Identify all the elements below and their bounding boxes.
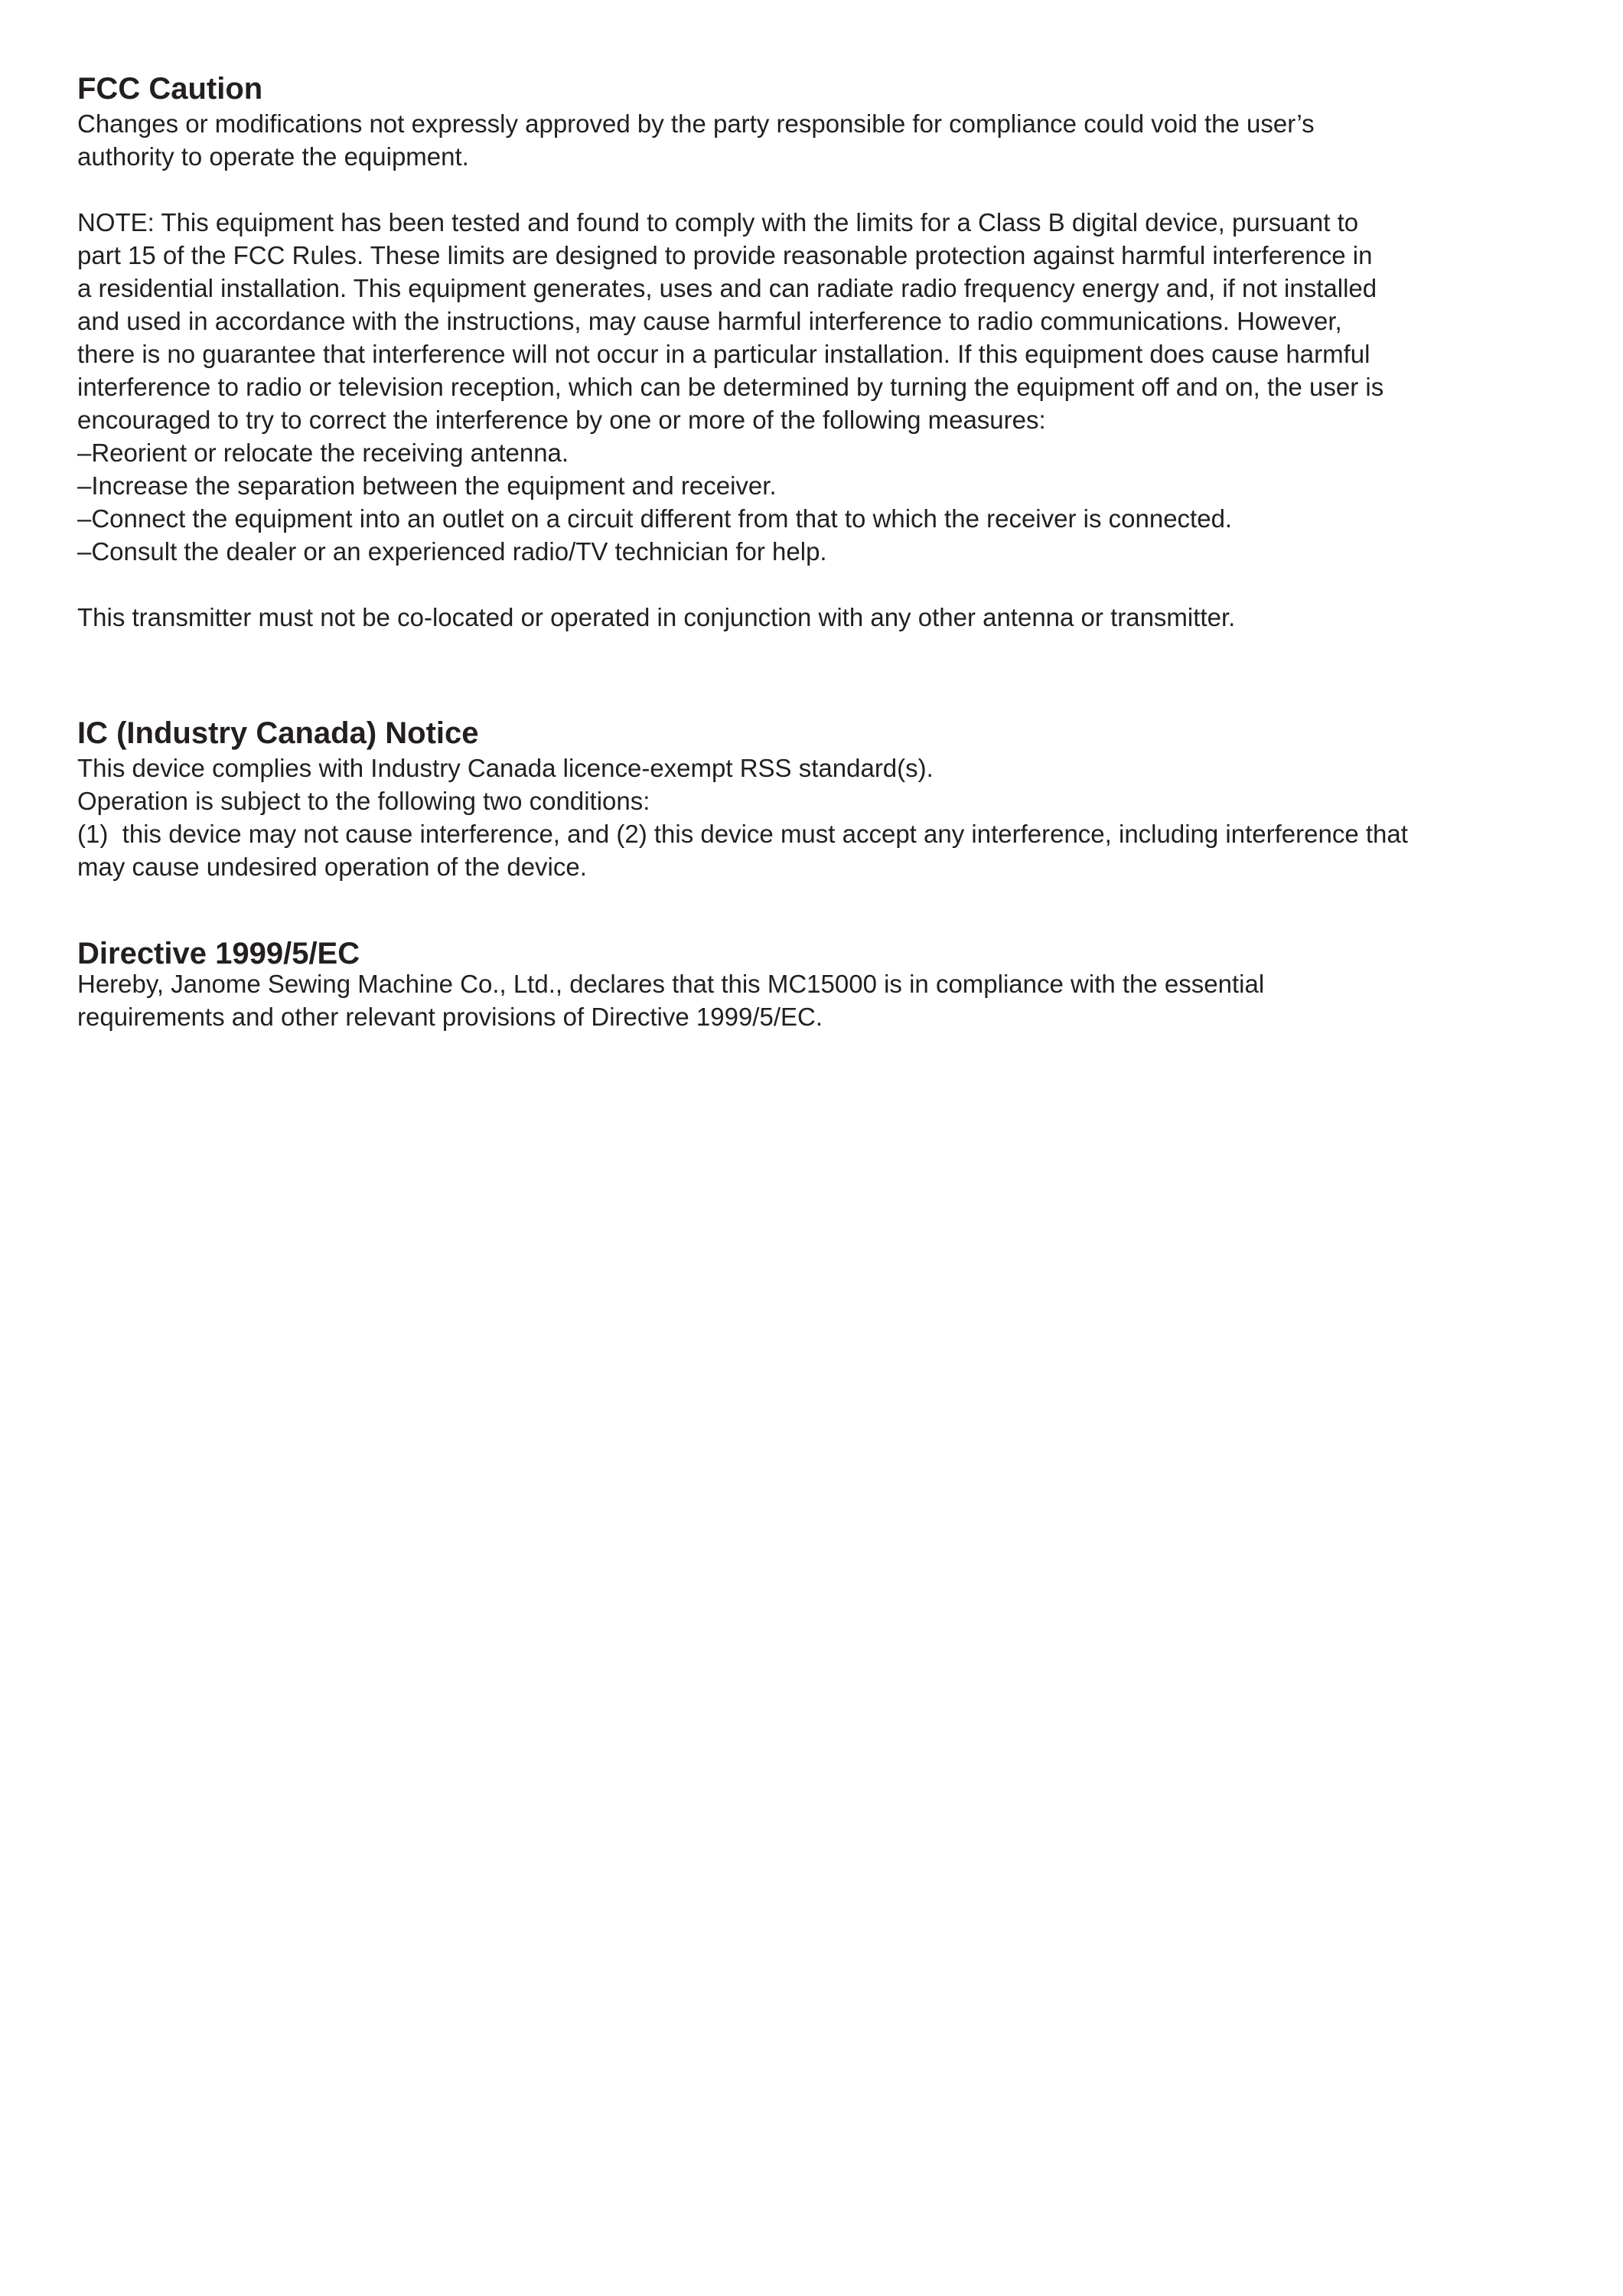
text-line: part 15 of the FCC Rules. These limits are designed to provide reasonable protection against harmful interference in <box>77 241 1373 269</box>
text-line: encouraged to try to correct the interference by one or more of the following measures: <box>77 406 1046 434</box>
fcc-transmitter-paragraph <box>77 601 1383 634</box>
text-line: This transmitter must not be co-located or operated in conjunction with any other antenna or transmitter. <box>77 603 1236 631</box>
text-line: and used in accordance with the instructions, may cause harmful interference to radio communications. However, <box>77 307 1342 335</box>
measure-item: –Reorient or relocate the receiving antenna. <box>77 439 569 467</box>
measure-item: –Consult the dealer or an experienced radio/TV technician for help. <box>77 537 827 566</box>
text-line: Hereby, Janome Sewing Machine Co., Ltd., declares that this MC15000 is in compliance with the essential <box>77 970 1265 998</box>
text-line: authority to operate the equipment. <box>77 142 469 171</box>
fcc-note-paragraph <box>77 206 1383 568</box>
paragraph-gap <box>77 568 1383 601</box>
fcc-paragraph-1 <box>77 107 1383 173</box>
text-line: interference to radio or television reception, which can be determined by turning the equipment off and on, the user is <box>77 373 1384 401</box>
text-line: NOTE: This equipment has been tested and found to comply with the limits for a Class B digital device, pursuant to <box>77 208 1359 236</box>
ic-notice-heading: IC (Industry Canada) Notice <box>77 716 479 750</box>
ic-notice-section <box>77 715 1408 883</box>
directive-section <box>77 935 1264 1033</box>
measure-item: –Connect the equipment into an outlet on a circuit different from that to which the receiver is connected. <box>77 504 1233 533</box>
directive-heading: Directive 1999/5/EC <box>77 937 360 970</box>
fcc-caution-section <box>77 70 1383 634</box>
text-line: Changes or modifications not expressly approved by the party responsible for compliance could void the user’s <box>77 109 1315 138</box>
text-line: This device complies with Industry Canada licence-exempt RSS standard(s). <box>77 754 934 782</box>
text-line: (1) this device may not cause interference, and (2) this device must accept any interference, including interference that <box>77 820 1408 848</box>
text-line: may cause undesired operation of the device. <box>77 853 587 881</box>
fcc-caution-heading: FCC Caution <box>77 72 263 106</box>
text-line: Operation is subject to the following two conditions: <box>77 787 650 815</box>
measure-item: –Increase the separation between the equipment and receiver. <box>77 471 777 500</box>
text-line: there is no guarantee that interference will not occur in a particular installation. If this equipment does cause harmful <box>77 340 1370 368</box>
directive-body <box>77 967 1264 1033</box>
text-line: a residential installation. This equipment generates, uses and can radiate radio frequency energy and, if not installed <box>77 274 1377 302</box>
paragraph-gap <box>77 173 1383 206</box>
text-line: requirements and other relevant provisions of Directive 1999/5/EC. <box>77 1003 823 1031</box>
ic-notice-body <box>77 752 1408 883</box>
